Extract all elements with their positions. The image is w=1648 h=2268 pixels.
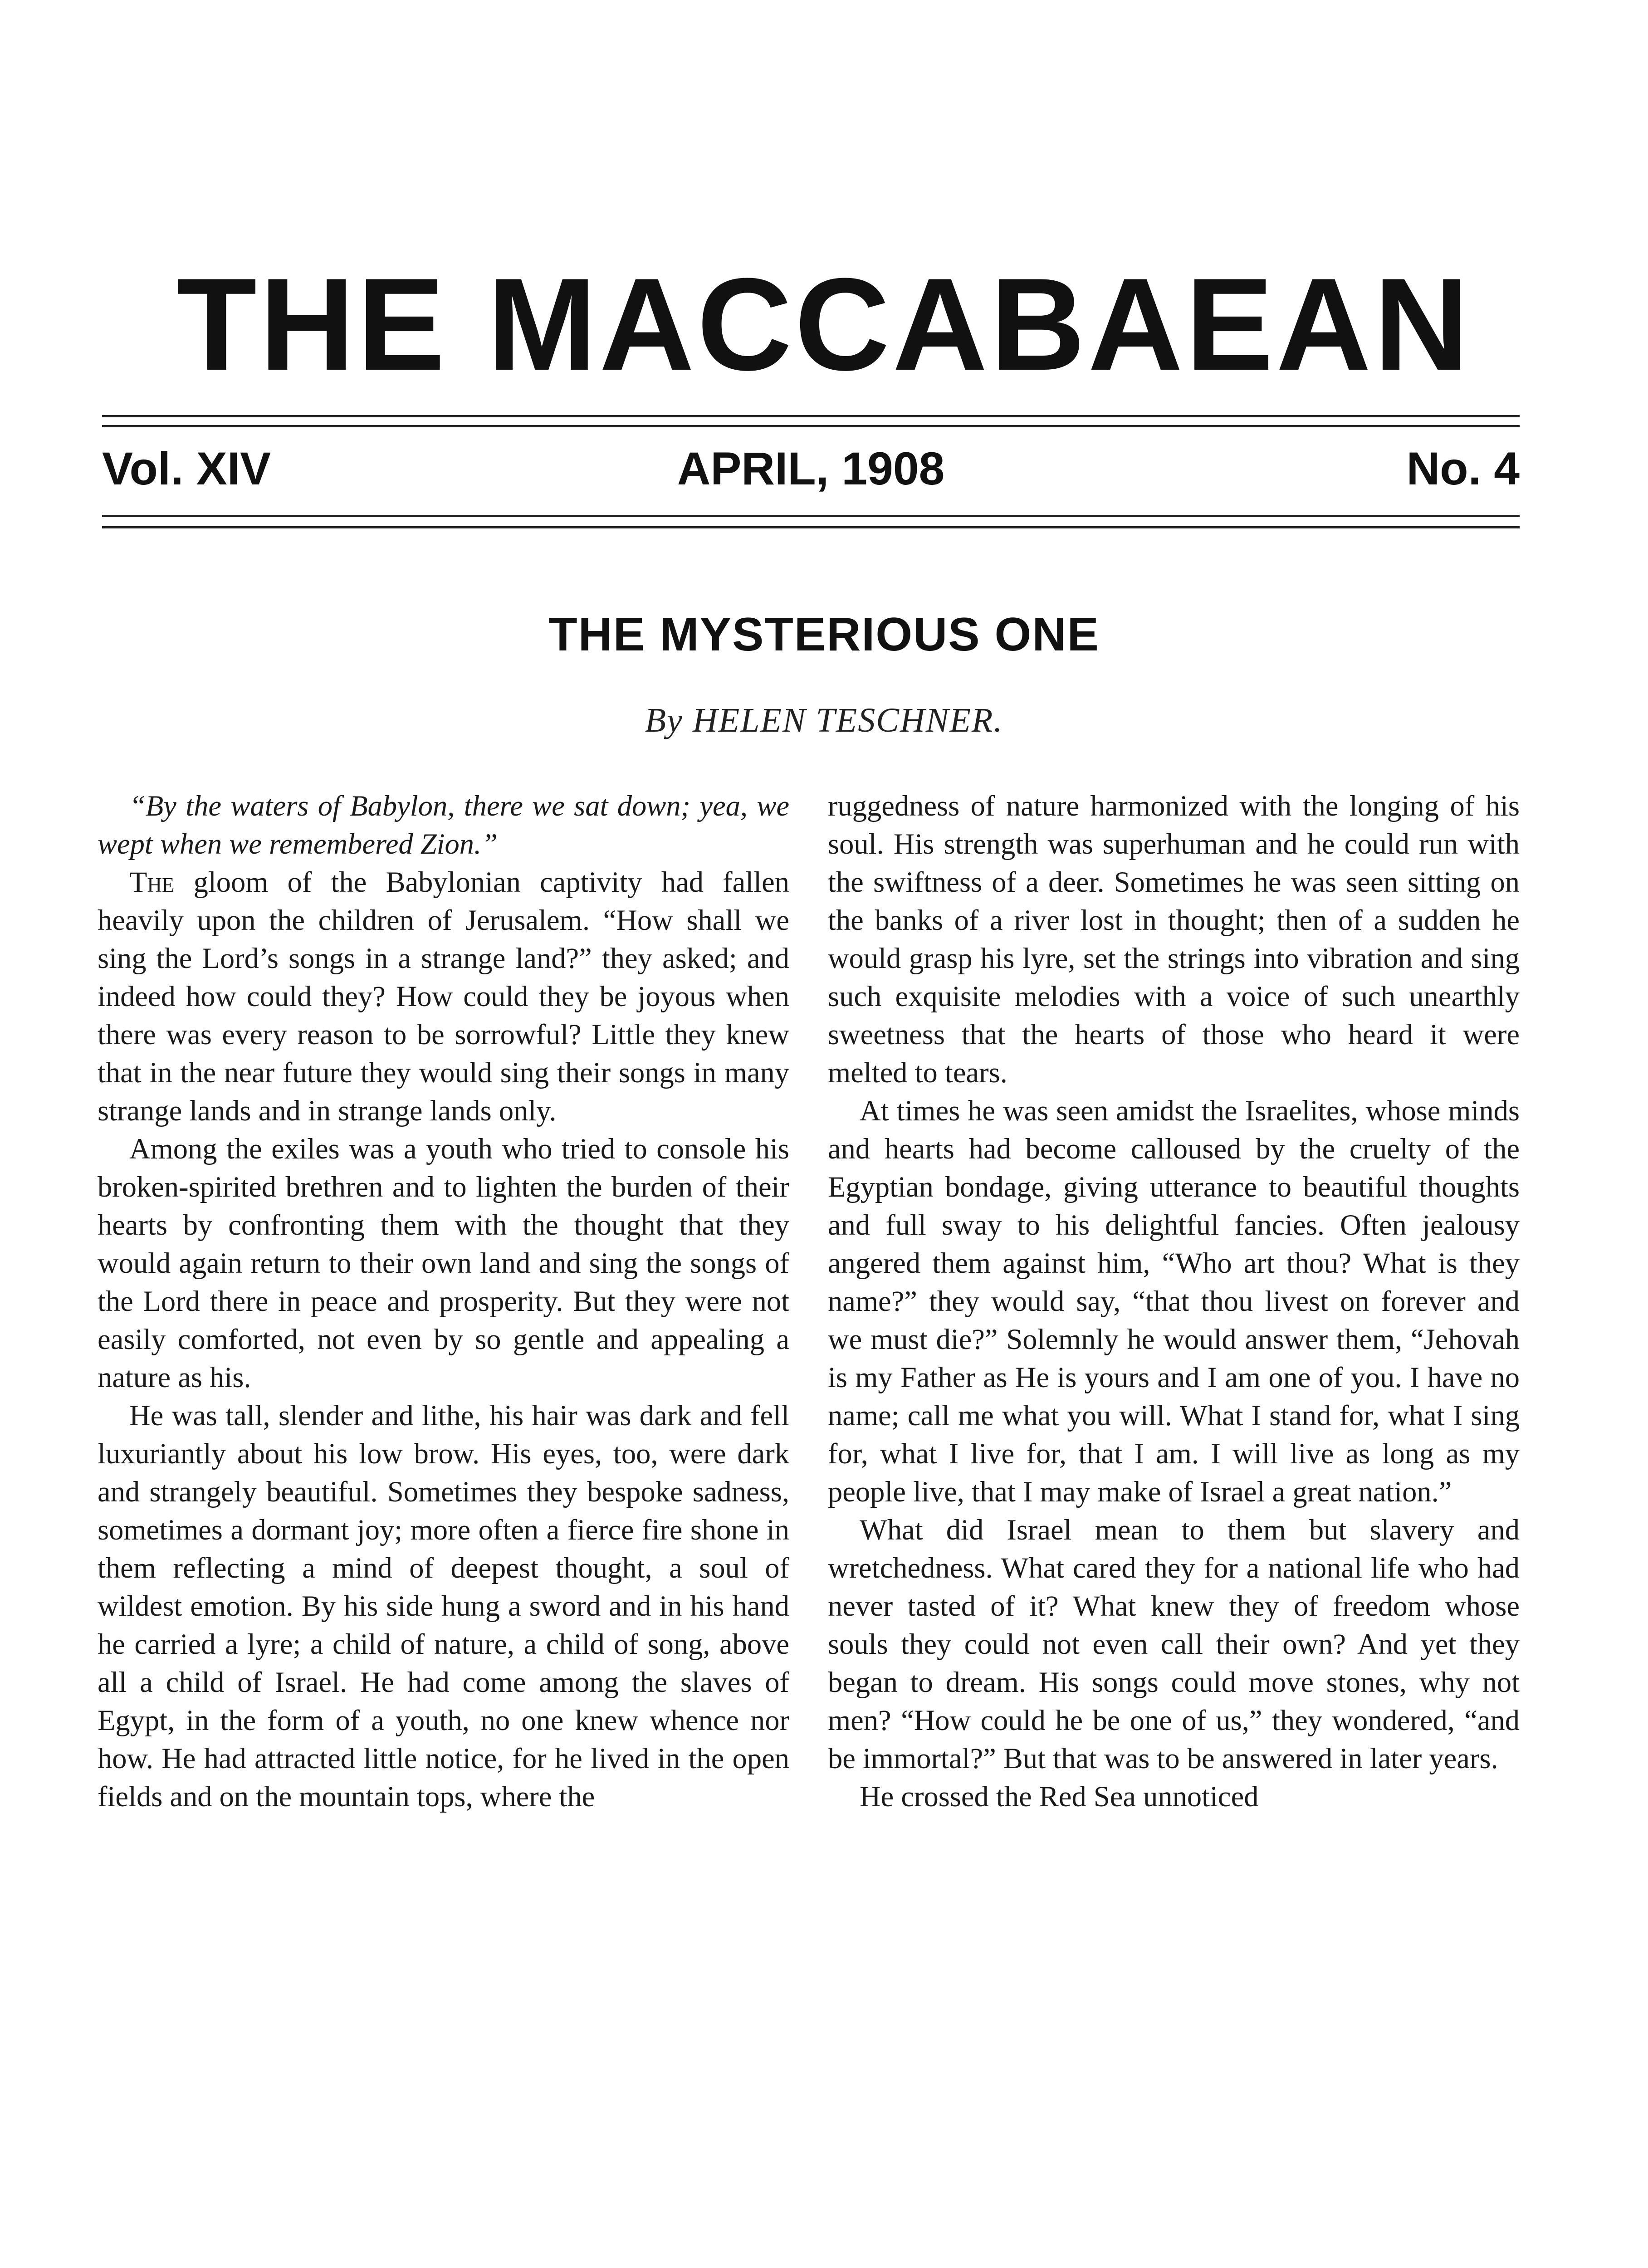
- paragraph: He crossed the Red Sea unnoticed: [860, 1780, 1259, 1813]
- text-column-right: [828, 787, 1520, 1816]
- article-byline: By HELEN TESCHNER.: [645, 701, 1003, 739]
- rule-bottom-1: [102, 515, 1520, 517]
- rule-top-1: [102, 415, 1520, 417]
- drop-word: The: [129, 866, 175, 898]
- article-title: THE MYSTERIOUS ONE: [548, 608, 1100, 661]
- paragraph: What did Israel mean to them but slavery and wretchedness. What cared they for a national life who had never tasted of it? What knew they of freedom whose souls they could not even call their own? And yet they began to dream. His songs could move stones, why not men? “How could he be one of us,” they wondered, “and be immortal?” But that was to be answered in later years.: [828, 1514, 1520, 1774]
- issue-number: No. 4: [1406, 443, 1520, 494]
- text-column-left: [98, 787, 789, 1816]
- volume: Vol. XIV: [102, 443, 271, 494]
- paragraph: At times he was seen amidst the Israelites, whose minds and hearts had become calloused by the cruelty of the Egyptian bondage, giving utterance to beautiful thoughts and full sway to his delightful fancies. Often jealousy angered them against him, “Who art thou? What is they name?” they would say, “that thou livest on forever and we must die?” Solemnly he would answer them, “Jehovah is my Father as He is yours and I am one of you. I have no name; call me what you will. What I stand for, what I sing for, what I live for, that I am. I will live as long as my people live, that I may make of Israel a great nation.”: [828, 1095, 1520, 1508]
- rule-top-2: [102, 425, 1520, 427]
- paragraph: He was tall, slender and lithe, his hair was dark and fell luxuriantly about his low brow. His eyes, too, were dark and strangely beautiful. Sometimes they bespoke sadness, sometimes a dormant joy; more often a fierce fire shone in them reflecting a mind of deepest thought, a soul of wildest emotion. By his side hung a sword and in his hand he carried a lyre; a child of nature, a child of song, above all a child of Israel. He had come among the slaves of Egypt, in the form of a youth, no one knew whence nor how. He had attracted little notice, for he lived in the open fields and on the mountain tops, where the: [98, 1399, 789, 1813]
- masthead-title: THE MACCABAEAN: [176, 251, 1472, 398]
- issue-date: APRIL, 1908: [677, 443, 945, 494]
- rule-bottom-2: [102, 526, 1520, 528]
- issue-line: [102, 442, 1520, 492]
- paragraph: [98, 863, 789, 1130]
- paragraph: Among the exiles was a youth who tried to console his broken-spirited brethren and to lighten the burden of their hearts by confronting them with the thought that they would again return to their own land and sing the songs of the Lord there in peace and prosperity. But they were not easily comforted, not even by so gentle and appealing a nature as his.: [98, 1133, 789, 1393]
- paragraph: ruggedness of nature harmonized with the longing of his soul. His strength was superhuman and he could run with the swiftness of a deer. Sometimes he was seen sitting on the banks of a river lost in thought; then of a sudden he would grasp his lyre, set the strings into vibration and sing such exquisite melodies with a voice of such unearthly sweetness that the hearts of those who heard it were melted to tears.: [828, 790, 1520, 1089]
- paragraph-text: gloom of the Babylonian captivity had fallen heavily upon the children of Jerusalem. “How shall we sing the Lord’s songs in a strange land?” they asked; and indeed how could they? How could they be joyous when there was every reason to be sorrowful? Little they knew that in the near future they would sing their songs in many strange lands and in strange lands only.: [98, 866, 789, 1127]
- epigraph: “By the waters of Babylon, there we sat down; yea, we wept when we remembered Zion.”: [98, 790, 789, 860]
